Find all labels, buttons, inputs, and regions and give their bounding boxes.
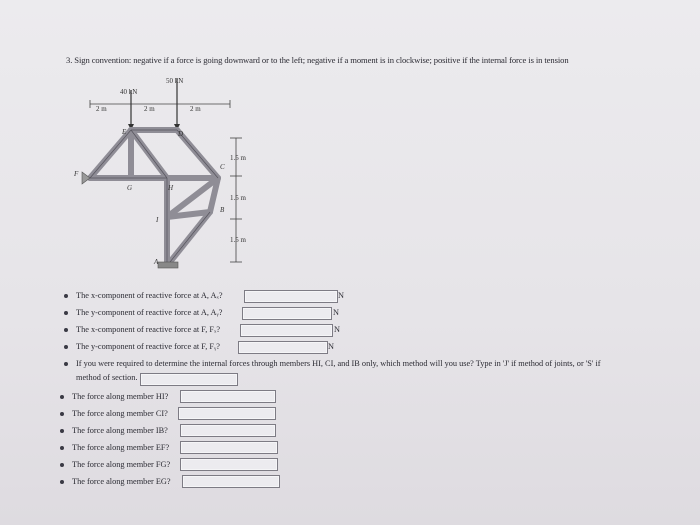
dim-label-2: 2 m	[144, 105, 155, 113]
dim-label-3: 2 m	[190, 105, 201, 113]
answer-input-ef[interactable]	[180, 441, 278, 454]
bullet-icon	[60, 395, 64, 399]
node-label-b: B	[220, 206, 225, 214]
node-label-c: C	[220, 163, 225, 171]
question-ef-text: The force along member EF?	[72, 443, 170, 452]
question-ib-text: The force along member IB?	[72, 426, 168, 435]
dim-label-1: 2 m	[96, 105, 107, 113]
question-ay-text: The y-component of reactive force at A, Aᵧ?	[76, 308, 223, 317]
question-fy-text: The y-component of reactive force at F, Fᵧ?	[76, 342, 220, 351]
answer-input-hi[interactable]	[180, 390, 276, 403]
unit-ay: N	[333, 308, 339, 317]
question-ax-text: The x-component of reactive force at A, Aₓ?	[76, 291, 223, 300]
answer-input-fx[interactable]	[240, 324, 333, 337]
load-label-d: 50 kN	[166, 77, 184, 85]
bullet-icon	[60, 429, 64, 433]
answer-input-fg[interactable]	[180, 458, 278, 471]
question-ay	[64, 308, 222, 317]
dim-label-6: 1.5 m	[230, 236, 246, 244]
bullet-icon	[60, 412, 64, 416]
truss-figure	[70, 72, 270, 282]
bullet-icon	[60, 480, 64, 484]
node-label-a: A	[154, 258, 159, 266]
answer-input-ci[interactable]	[178, 407, 276, 420]
question-hi-text: The force along member HI?	[72, 392, 169, 401]
unit-fx: N	[334, 325, 340, 334]
answer-input-eg[interactable]	[182, 475, 280, 488]
answer-input-ib[interactable]	[180, 424, 276, 437]
load-label-e: 40 kN	[120, 88, 138, 96]
unit-fy: N	[328, 342, 334, 351]
bullet-icon	[64, 294, 68, 298]
question-ib	[60, 426, 168, 435]
node-label-g: G	[127, 184, 133, 192]
node-label-e: E	[122, 128, 127, 136]
question-fg	[60, 460, 170, 469]
node-label-f: F	[74, 170, 79, 178]
question-ci-text: The force along member CI?	[72, 409, 168, 418]
question-fg-text: The force along member FG?	[72, 460, 171, 469]
question-eg	[60, 477, 171, 486]
bullet-icon	[64, 311, 68, 315]
question-ef	[60, 443, 169, 452]
question-ax	[64, 291, 223, 300]
question-ci	[60, 409, 168, 418]
bullet-icon	[64, 345, 68, 349]
answer-input-ax[interactable]	[244, 290, 338, 303]
answer-input-ay[interactable]	[242, 307, 332, 320]
question-method-text-cont: method of section.	[76, 373, 138, 382]
question-fy	[64, 342, 220, 351]
bullet-icon	[64, 362, 68, 366]
question-method-text: If you were required to determine the internal forces through members HI, CI, and IB only, which method will you use? Type in 'J' if method of joints, or 'S' if	[76, 359, 601, 368]
bullet-icon	[60, 446, 64, 450]
problem-statement: 3. Sign convention: negative if a force is going downward or to the left; negative if a moment is in clockwise; positive if the internal force is in tension	[66, 55, 569, 65]
question-hi	[60, 392, 168, 401]
node-label-h: H	[168, 184, 174, 192]
question-method	[64, 359, 601, 368]
node-label-d: D	[178, 130, 184, 138]
answer-input-method[interactable]	[140, 373, 238, 386]
bullet-icon	[64, 328, 68, 332]
bullet-icon	[60, 463, 64, 467]
dim-label-4: 1.5 m	[230, 154, 246, 162]
question-fx-text: The x-component of reactive force at F, Fₓ?	[76, 325, 221, 334]
question-eg-text: The force along member EG?	[72, 477, 171, 486]
unit-ax: N	[338, 291, 344, 300]
answer-input-fy[interactable]	[238, 341, 328, 354]
dim-label-5: 1.5 m	[230, 194, 246, 202]
node-label-i: I	[156, 216, 159, 224]
truss-diagram	[70, 72, 270, 282]
question-fx	[64, 325, 220, 334]
